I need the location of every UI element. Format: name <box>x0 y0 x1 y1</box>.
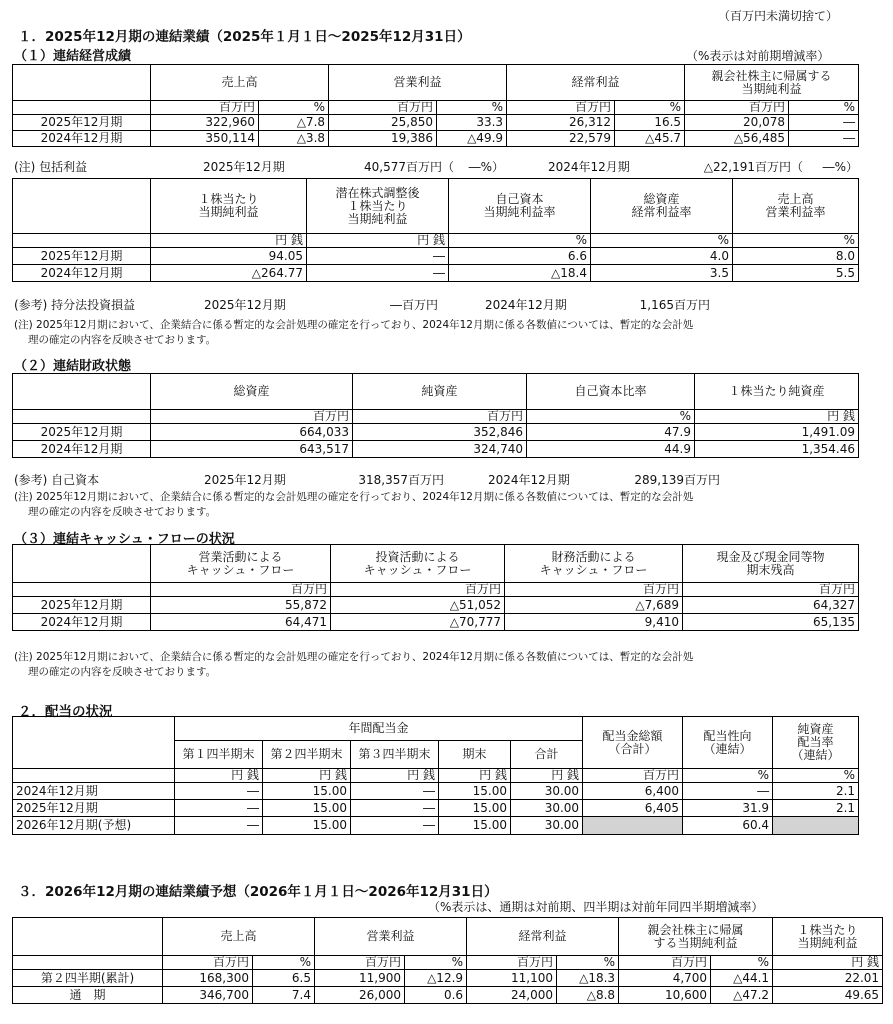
cell: △56,485 <box>685 131 789 147</box>
cell: 15.00 <box>439 817 511 835</box>
cell: 30.00 <box>511 783 583 800</box>
unit-cell: % <box>773 769 859 783</box>
cell: 25,850 <box>329 115 437 131</box>
unit-cell: 百万円 <box>163 956 253 970</box>
cell: 55,872 <box>151 597 331 614</box>
cell: 3.5 <box>591 265 733 282</box>
unit-cell: % <box>615 101 685 115</box>
cell: ― <box>789 115 859 131</box>
unit-cell: 円 銭 <box>151 234 307 248</box>
unit-cell: % <box>449 234 591 248</box>
header-sales: 売上高 <box>151 65 329 101</box>
cell: 30.00 <box>511 800 583 817</box>
unit-row-label <box>13 410 151 424</box>
cell: △8.8 <box>557 987 619 1004</box>
header-doe: 純資産 配当率 （連結） <box>773 717 859 769</box>
cell: 4,700 <box>619 970 711 987</box>
cell: △18.3 <box>557 970 619 987</box>
header-annual-dividends: 年間配当金 <box>175 717 583 741</box>
unit-cell: 百万円 <box>467 956 557 970</box>
cell: 15.00 <box>439 783 511 800</box>
header-operating-income: 営業利益 <box>315 918 467 956</box>
table-row <box>13 115 859 131</box>
cell: △44.1 <box>711 970 773 987</box>
equity-label: (参考) 自己資本 <box>14 473 100 487</box>
unit-row-label <box>13 583 151 597</box>
section-1-title: １．2025年12月期の連結業績（2025年１月１日～2025年12月31日） <box>18 29 471 45</box>
cell: 1,491.09 <box>695 424 859 441</box>
header-sales: 売上高 <box>163 918 315 956</box>
table-row <box>13 248 859 265</box>
header-equity-ratio: 自己資本比率 <box>527 374 695 410</box>
cell-shaded <box>773 817 859 835</box>
row-label: 第２四半期(累計) <box>13 970 163 987</box>
cell: 24,000 <box>467 987 557 1004</box>
unit-cell: % <box>437 101 507 115</box>
unit-cell: 百万円 <box>685 101 789 115</box>
cell: 664,033 <box>151 424 353 441</box>
header-roa: 総資産 経常利益率 <box>591 179 733 234</box>
subsection-3-title: （３）連結キャッシュ・フローの状況 <box>14 532 235 547</box>
unit-cell: 百万円 <box>683 583 859 597</box>
unit-cell: % <box>789 101 859 115</box>
header-diluted-eps: 潜在株式調整後 １株当たり 当期純利益 <box>307 179 449 234</box>
header-net-income: 親会社株主に帰属 する当期純利益 <box>619 918 773 956</box>
cell: 6,405 <box>583 800 683 817</box>
cell: 2.1 <box>773 783 859 800</box>
comprehensive-income-value-2024: △22,191百万円（ <box>703 160 803 174</box>
unit-cell: % <box>405 956 467 970</box>
header-net-income: 親会社株主に帰属する 当期純利益 <box>685 65 859 101</box>
header-ordinary-income: 経常利益 <box>507 65 685 101</box>
comprehensive-income-label: (注) 包括利益 <box>14 160 88 174</box>
header-bps: １株当たり純資産 <box>695 374 859 410</box>
cell: 10,600 <box>619 987 711 1004</box>
section-3-title: ３．2026年12月期の連結業績予想（2026年１月１日～2026年12月31日） <box>18 884 498 900</box>
cell: ― <box>351 817 439 835</box>
unit-cell: % <box>557 956 619 970</box>
cell: 11,100 <box>467 970 557 987</box>
cell: 1,354.46 <box>695 441 859 458</box>
cell: ― <box>351 783 439 800</box>
row-label: 2026年12月期(予想) <box>13 817 175 835</box>
cell: 26,312 <box>507 115 615 131</box>
table-row <box>13 597 859 614</box>
row-label: 2025年12月期 <box>13 424 151 441</box>
cell: ― <box>351 800 439 817</box>
cell: △51,052 <box>331 597 505 614</box>
unit-cell: 百万円 <box>151 101 259 115</box>
cell: 350,114 <box>151 131 259 147</box>
comprehensive-income-pct-2024: ―%） <box>822 160 858 174</box>
cell: 22,579 <box>507 131 615 147</box>
cell: 7.4 <box>253 987 315 1004</box>
table-row <box>13 987 883 1004</box>
unit-cell: 百万円 <box>507 101 615 115</box>
unit-cell: 百万円 <box>331 583 505 597</box>
unit-cell: % <box>253 956 315 970</box>
header-year-end: 期末 <box>439 741 511 769</box>
header-roe: 自己資本 当期純利益率 <box>449 179 591 234</box>
cell: 15.00 <box>263 817 351 835</box>
financial-position-table <box>12 373 859 458</box>
cell: ― <box>789 131 859 147</box>
cell: 44.9 <box>527 441 695 458</box>
cell: 0.6 <box>405 987 467 1004</box>
cell: 352,846 <box>353 424 527 441</box>
cell: 8.0 <box>733 248 859 265</box>
cell: 322,960 <box>151 115 259 131</box>
unit-cell: 百万円 <box>619 956 711 970</box>
note-2: (注) 2025年12月期において、企業結合に係る暫定的な会計処理の確定を行っており、2024年12月期に係る各数値については、暫定的な会計処 理の確定の内容を反映させております。 <box>14 491 694 518</box>
unit-cell: 円 銭 <box>263 769 351 783</box>
unit-cell: 百万円 <box>505 583 683 597</box>
unit-cell: % <box>527 410 695 424</box>
equity-method-label: (参考) 持分法投資損益 <box>14 298 136 312</box>
subsection-2-title: （２）連結財政状態 <box>14 359 132 374</box>
per-share-ratios-table <box>12 178 859 282</box>
cell: 60.4 <box>683 817 773 835</box>
cell: 15.00 <box>263 783 351 800</box>
unit-cell: 百万円 <box>151 583 331 597</box>
cell: 4.0 <box>591 248 733 265</box>
cell: 19,386 <box>329 131 437 147</box>
header-eps: １株当たり 当期純利益 <box>773 918 883 956</box>
unit-cell: 円 銭 <box>773 956 883 970</box>
cell: 168,300 <box>163 970 253 987</box>
header-net-assets: 純資産 <box>353 374 527 410</box>
unit-cell: 百万円 <box>329 101 437 115</box>
table-row <box>13 817 859 835</box>
subsection-1-title: （１）連結経営成績 <box>14 49 132 64</box>
header-q1: 第１四半期末 <box>175 741 263 769</box>
unit-cell: % <box>733 234 859 248</box>
cell: 2.1 <box>773 800 859 817</box>
comprehensive-income-value-2025: 40,577百万円（ <box>364 160 454 174</box>
header-investing-cf: 投資活動による キャッシュ・フロー <box>331 545 505 583</box>
header-q2: 第２四半期末 <box>263 741 351 769</box>
row-label: 2024年12月期 <box>13 441 151 458</box>
cell: 346,700 <box>163 987 253 1004</box>
table-row <box>13 800 859 817</box>
cell: 64,327 <box>683 597 859 614</box>
cell: ― <box>307 248 449 265</box>
header-total-assets: 総資産 <box>151 374 353 410</box>
cell: △264.77 <box>151 265 307 282</box>
operating-results-table <box>12 64 859 147</box>
cell: 94.05 <box>151 248 307 265</box>
cell: 65,135 <box>683 614 859 631</box>
header-operating-margin: 売上高 営業利益率 <box>733 179 859 234</box>
equity-value-2025: 318,357百万円 <box>358 473 444 487</box>
unit-cell: 百万円 <box>151 410 353 424</box>
unit-cell: % <box>711 956 773 970</box>
dividends-table <box>12 716 859 835</box>
cell: ― <box>175 783 263 800</box>
equity-method-period-2024: 2024年12月期 <box>485 298 567 312</box>
cell: 47.9 <box>527 424 695 441</box>
unit-cell: % <box>683 769 773 783</box>
header-blank <box>13 918 163 956</box>
equity-method-value-2025: ―百万円 <box>389 298 438 312</box>
table-row <box>13 265 859 282</box>
cell: △18.4 <box>449 265 591 282</box>
forecast-percent-note: （%表示は、通期は対前期、四半期は対前年同四半期増減率） <box>428 900 764 914</box>
unit-row-label <box>13 956 163 970</box>
cell: 49.65 <box>773 987 883 1004</box>
row-label: 2024年12月期 <box>13 783 175 800</box>
cell: △7.8 <box>259 115 329 131</box>
note-1: (注) 2025年12月期において、企業結合に係る暫定的な会計処理の確定を行っており、2024年12月期に係る各数値については、暫定的な会計処 理の確定の内容を反映させております。 <box>14 319 694 346</box>
header-ordinary-income: 経常利益 <box>467 918 619 956</box>
cell: △49.9 <box>437 131 507 147</box>
cell: △45.7 <box>615 131 685 147</box>
table-row <box>13 970 883 987</box>
cell: 643,517 <box>151 441 353 458</box>
unit-cell: 百万円 <box>583 769 683 783</box>
unit-cell: 円 銭 <box>439 769 511 783</box>
cell: 15.00 <box>263 800 351 817</box>
header-q3: 第３四半期末 <box>351 741 439 769</box>
cell: 6,400 <box>583 783 683 800</box>
unit-cell: 百万円 <box>315 956 405 970</box>
header-eps: １株当たり 当期純利益 <box>151 179 307 234</box>
cell: ― <box>683 783 773 800</box>
unit-cell: % <box>591 234 733 248</box>
row-label: 通 期 <box>13 987 163 1004</box>
header-total: 合計 <box>511 741 583 769</box>
cell: 22.01 <box>773 970 883 987</box>
cell: 9,410 <box>505 614 683 631</box>
header-blank <box>13 545 151 583</box>
unit-cell: 円 銭 <box>307 234 449 248</box>
note-3: (注) 2025年12月期において、企業結合に係る暫定的な会計処理の確定を行っており、2024年12月期に係る各数値については、暫定的な会計処 理の確定の内容を反映させております。 <box>14 651 694 678</box>
header-cash-balance: 現金及び現金同等物 期末残高 <box>683 545 859 583</box>
header-blank <box>13 179 151 234</box>
unit-row-label <box>13 101 151 115</box>
cell: 31.9 <box>683 800 773 817</box>
cell: ― <box>175 817 263 835</box>
equity-method-period-2025: 2025年12月期 <box>204 298 286 312</box>
unit-cell: % <box>259 101 329 115</box>
cell: 324,740 <box>353 441 527 458</box>
table-row <box>13 614 859 631</box>
header-operating-income: 営業利益 <box>329 65 507 101</box>
cell: 5.5 <box>733 265 859 282</box>
row-label: 2025年12月期 <box>13 115 151 131</box>
cell: 33.3 <box>437 115 507 131</box>
table-row <box>13 424 859 441</box>
comprehensive-income-period-2024: 2024年12月期 <box>548 160 630 174</box>
unit-cell: 百万円 <box>353 410 527 424</box>
cell: △12.9 <box>405 970 467 987</box>
forecast-table <box>12 917 883 1004</box>
header-blank <box>13 65 151 101</box>
row-label: 2025年12月期 <box>13 800 175 817</box>
header-total-dividends: 配当金総額 （合計） <box>583 717 683 769</box>
table-row <box>13 783 859 800</box>
cell: 11,900 <box>315 970 405 987</box>
cell: ― <box>307 265 449 282</box>
table-row <box>13 131 859 147</box>
cell: △7,689 <box>505 597 683 614</box>
unit-row-label <box>13 234 151 248</box>
cell: 26,000 <box>315 987 405 1004</box>
cell: ― <box>175 800 263 817</box>
equity-method-value-2024: 1,165百万円 <box>639 298 710 312</box>
unit-row-label <box>13 769 175 783</box>
cash-flow-table <box>12 544 859 631</box>
row-label: 2024年12月期 <box>13 265 151 282</box>
header-blank <box>13 717 175 769</box>
equity-value-2024: 289,139百万円 <box>634 473 720 487</box>
unit-note: （百万円未満切捨て） <box>718 9 839 23</box>
unit-cell: 円 銭 <box>351 769 439 783</box>
cell: 6.5 <box>253 970 315 987</box>
cell: 6.6 <box>449 248 591 265</box>
cell: 20,078 <box>685 115 789 131</box>
unit-cell: 円 銭 <box>511 769 583 783</box>
row-label: 2025年12月期 <box>13 248 151 265</box>
cell: 15.00 <box>439 800 511 817</box>
table-row <box>13 441 859 458</box>
equity-period-2025: 2025年12月期 <box>204 473 286 487</box>
row-label: 2025年12月期 <box>13 597 151 614</box>
cell: △3.8 <box>259 131 329 147</box>
unit-cell: 円 銭 <box>175 769 263 783</box>
header-operating-cf: 営業活動による キャッシュ・フロー <box>151 545 331 583</box>
section-2-title: ２．配当の状況 <box>18 704 113 720</box>
row-label: 2024年12月期 <box>13 131 151 147</box>
header-blank <box>13 374 151 410</box>
cell: 30.00 <box>511 817 583 835</box>
percent-note: （%表示は対前期増減率） <box>686 49 830 63</box>
header-financing-cf: 財務活動による キャッシュ・フロー <box>505 545 683 583</box>
row-label: 2024年12月期 <box>13 614 151 631</box>
cell-shaded <box>583 817 683 835</box>
header-payout-ratio: 配当性向 （連結） <box>683 717 773 769</box>
comprehensive-income-pct-2025: ―%） <box>468 160 504 174</box>
cell: △70,777 <box>331 614 505 631</box>
comprehensive-income-period-2025: 2025年12月期 <box>203 160 285 174</box>
cell: 64,471 <box>151 614 331 631</box>
cell: 16.5 <box>615 115 685 131</box>
equity-period-2024: 2024年12月期 <box>488 473 570 487</box>
cell: △47.2 <box>711 987 773 1004</box>
unit-cell: 円 銭 <box>695 410 859 424</box>
